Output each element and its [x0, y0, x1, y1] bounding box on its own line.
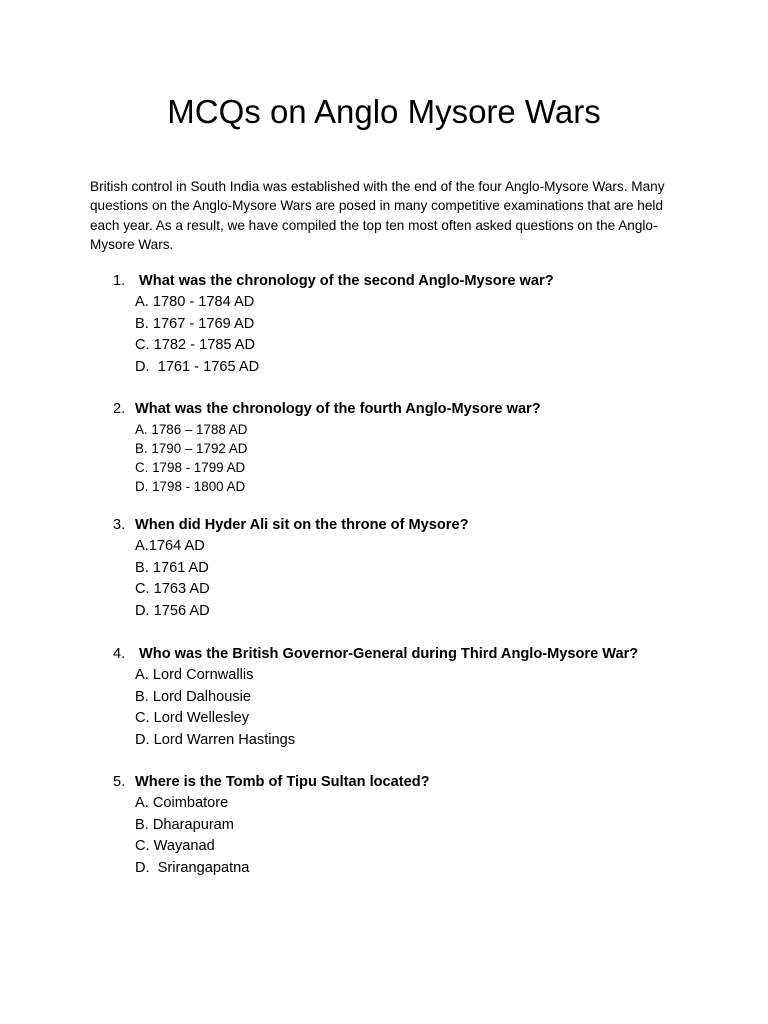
question-text: Where is the Tomb of Tipu Sultan located?: [135, 774, 430, 790]
option-d: D. 1798 - 1800 AD: [135, 479, 246, 494]
question-4: [113, 644, 713, 751]
question-text: What was the chronology of the fourth Anglo-Mysore war?: [135, 401, 541, 417]
option-d: D. Lord Warren Hastings: [135, 731, 296, 748]
question-number: 5.: [113, 774, 126, 790]
option-list: [113, 420, 713, 496]
intro-paragraph: British control in South India was established with the end of the four Anglo-Mysore Wars. Many questions on the Anglo-Mysore Wars are posed in many competitive examinations that are held each year. As a result, we have compiled the top ten most often asked questions on the Anglo-Mysore Wars.: [90, 179, 665, 252]
option-d: D. 1761 - 1765 AD: [135, 358, 260, 375]
option-d: D. Srirangapatna: [135, 859, 250, 876]
question-header: [113, 772, 713, 793]
question-5: [113, 772, 713, 879]
option-a: A.1764 AD: [135, 538, 205, 554]
option-a: A. 1780 - 1784 AD: [135, 294, 255, 310]
option-c: C. Lord Wellesley: [135, 710, 250, 727]
question-number: 2.: [113, 401, 126, 417]
option-c: C. Wayanad: [135, 838, 215, 855]
question-number: 3.: [113, 517, 126, 533]
question-text: Who was the British Governor-General during Third Anglo-Mysore War?: [139, 646, 639, 662]
option-c: C. 1798 - 1799 AD: [135, 460, 246, 475]
option-list: [113, 665, 713, 751]
question-2: [113, 399, 713, 496]
question-header: [113, 644, 713, 665]
option-b: B. 1767 - 1769 AD: [135, 315, 255, 332]
question-number: 1.: [113, 273, 126, 289]
option-b: B. Lord Dalhousie: [135, 688, 252, 705]
option-a: A. Lord Cornwallis: [135, 667, 254, 683]
question-header: [113, 515, 713, 536]
question-number: 4.: [113, 646, 126, 662]
option-list: [113, 292, 713, 378]
question-1: [113, 271, 713, 378]
option-b: B. 1761 AD: [135, 559, 209, 576]
option-a: A. Coimbatore: [135, 795, 229, 811]
option-c: C. 1782 - 1785 AD: [135, 337, 256, 354]
question-header: [113, 271, 713, 292]
question-3: [113, 515, 713, 622]
option-b: B. Dharapuram: [135, 816, 234, 833]
question-text: What was the chronology of the second Anglo-Mysore war?: [139, 273, 554, 289]
question-header: [113, 399, 713, 420]
option-b: B. 1790 – 1792 AD: [135, 441, 248, 456]
question-text: When did Hyder Ali sit on the throne of Mysore?: [135, 517, 469, 533]
option-d: D. 1756 AD: [135, 602, 210, 619]
option-list: [113, 793, 713, 879]
page-title: MCQs on Anglo Mysore Wars: [167, 93, 601, 130]
option-list: [113, 536, 713, 622]
option-c: C. 1763 AD: [135, 581, 210, 598]
option-a: A. 1786 – 1788 AD: [135, 422, 248, 437]
